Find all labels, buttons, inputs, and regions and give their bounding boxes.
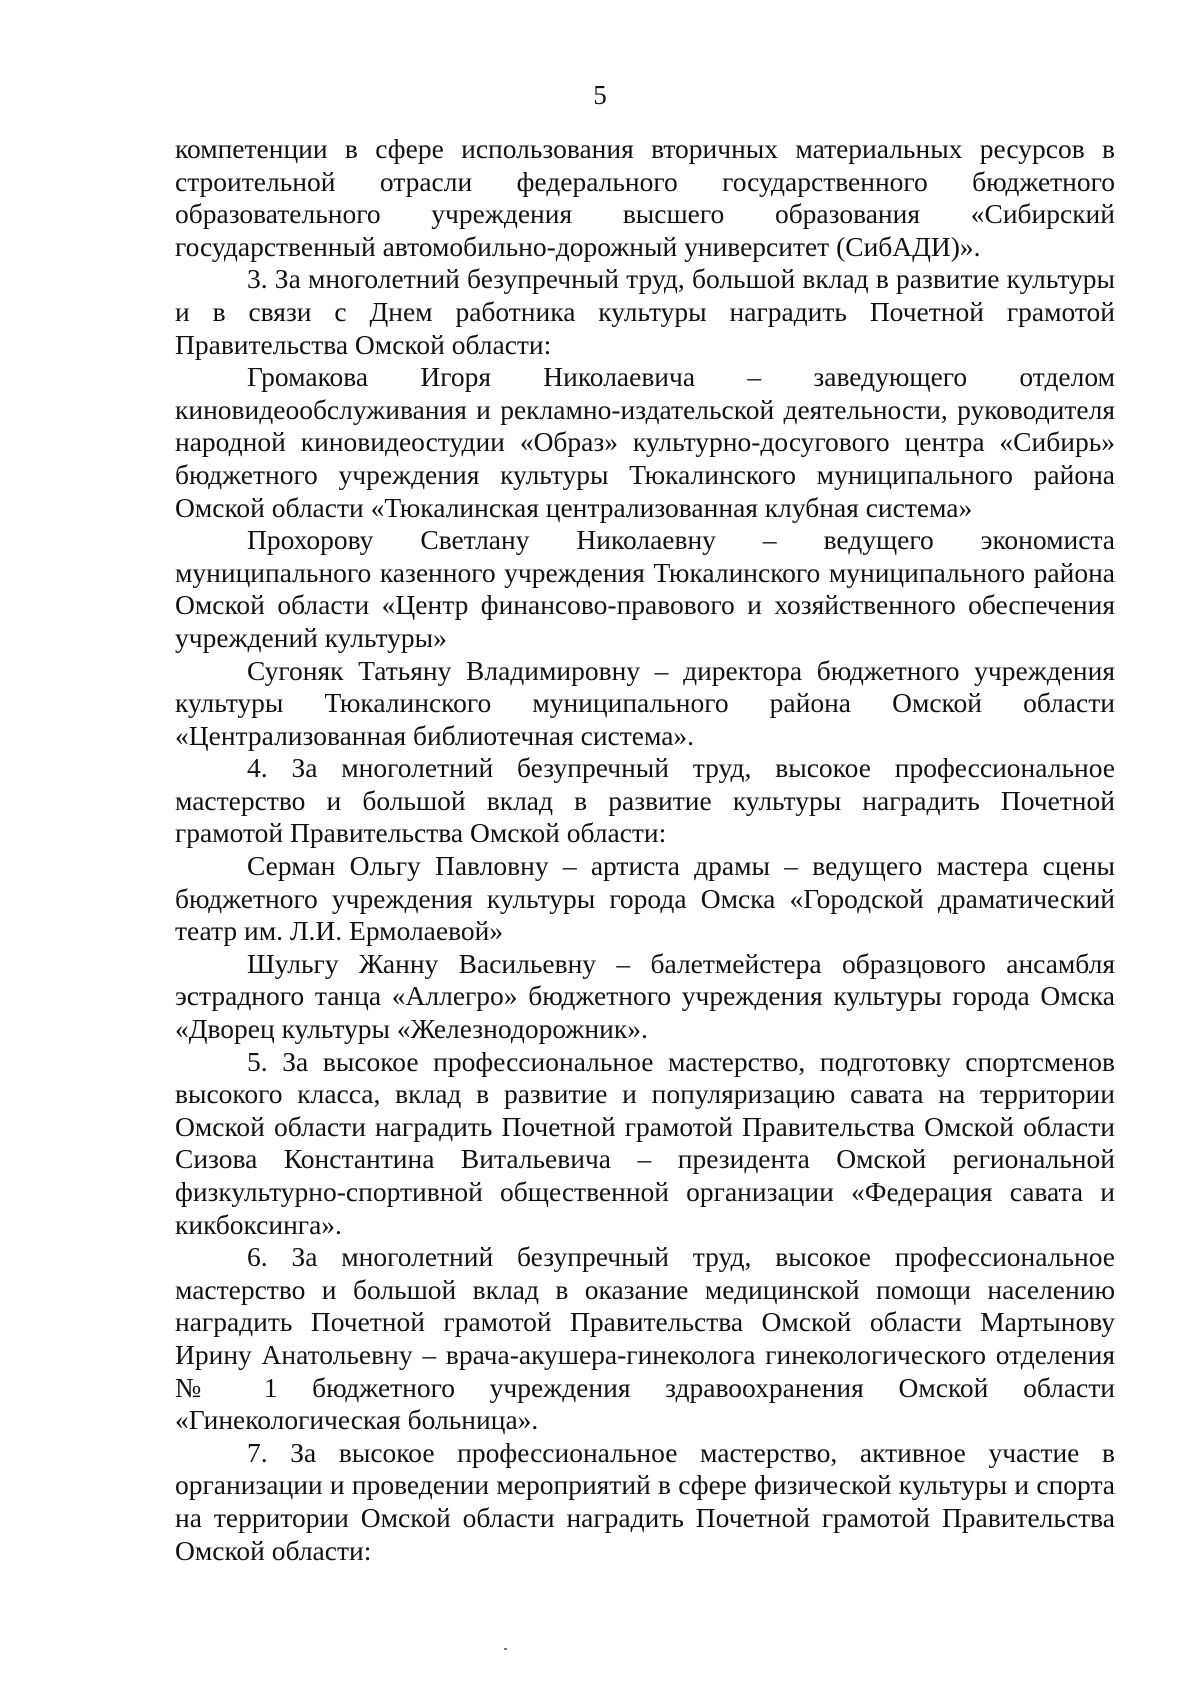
document-body — [175, 133, 1115, 1567]
paragraph-awardee-prokhorova: Прохорову Светлану Николаевну – ведущего экономиста муниципального казенного учреждения Тюкалинского муниципального района Омской области «Центр финансово-правового и хозяйственного обеспечения учреждений культуры» — [175, 524, 1115, 653]
paragraph-awardee-serman: Серман Ольгу Павловну – артиста драмы – ведущего мастера сцены бюджетного учреждения культуры города Омска «Городской драматический театр им. Л.И. Ермолаевой» — [175, 850, 1115, 947]
paragraph-item-6: 6. За многолетний безупречный труд, высокое профессиональное мастерство и большой вклад в оказание медицинской помощи населению наградить Почетной грамотой Правительства Омской области Мартынову Ирину Анатольевну – врача-акушера-гинеколога гинекологического отделения № 1 бюджетного учреждения здравоохранения Омской области «Гинекологическая больница». — [175, 1241, 1115, 1436]
paragraph-awardee-sugonyak: Сугоняк Татьяну Владимировну – директора бюджетного учреждения культуры Тюкалинского муниципального района Омской области «Централизованная библиотечная система». — [175, 654, 1115, 751]
paragraph-item-4: 4. За многолетний безупречный труд, высокое профессиональное мастерство и большой вклад в развитие культуры наградить Почетной грамотой Правительства Омской области: — [175, 752, 1115, 849]
paragraph-awardee-gromakov: Громакова Игоря Николаевича – заведующего отделом киновидеообслуживания и рекламно-издательской деятельности, руководителя народной киновидеостудии «Образ» культурно-досугового центра «Сибирь» бюджетного учреждения культуры Тюкалинского муниципального района Омской области «Тюкалинская централизованная клубная система» — [175, 361, 1115, 523]
paragraph-awardee-shulga: Шульгу Жанну Васильевну – балетмейстера образцового ансамбля эстрадного танца «Аллегро» бюджетного учреждения культуры города Омска «Дворец культуры «Железнодорожник». — [175, 947, 1115, 1045]
paragraph-item-5: 5. За высокое профессиональное мастерство, подготовку спортсменов высокого класса, вклад в развитие и популяризацию савата на территории Омской области наградить Почетной грамотой Правительства Омской области Сизова Константина Витальевича – президента Омской региональной физкультурно-спортивной общественной организации «Федерация савата и кикбоксинга». — [175, 1045, 1115, 1240]
paragraph-item-7: 7. За высокое профессиональное мастерство, активное участие в организации и проведении мероприятий в сфере физической культуры и спорта на территории Омской области наградить Почетной грамотой Правительства Омской области: — [175, 1436, 1115, 1566]
paragraph-item-3: 3. За многолетний безупречный труд, большой вклад в развитие культуры и в связи с Днем работника культуры наградить Почетной грамотой Правительства Омской области: — [175, 263, 1115, 360]
page-number: 5 — [593, 80, 607, 110]
scan-speck — [504, 1648, 507, 1650]
paragraph-continuation: компетенции в сфере использования вторичных материальных ресурсов в строительной отрасли федерального государственного бюджетного образовательного учреждения высшего образования «Сибирский государственный автомобильно-дорожный университет (СибАДИ)». — [175, 133, 1115, 262]
